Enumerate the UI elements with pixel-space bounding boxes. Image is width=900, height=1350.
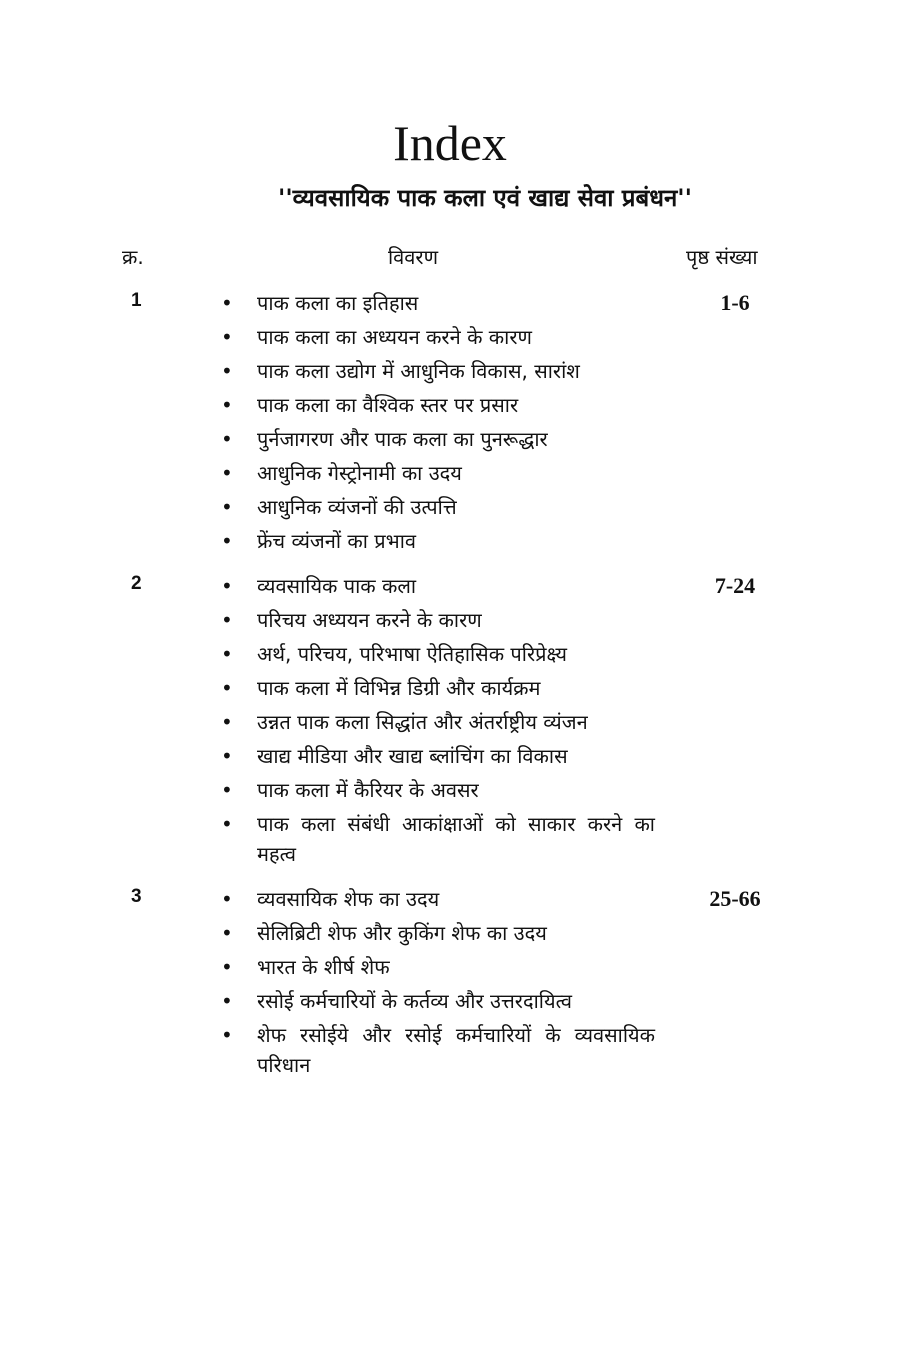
topic-text: फ्रेंच व्यंजनों का प्रभाव [257,529,417,553]
chapter-page-range: 7-24 [714,573,756,598]
bullet-icon: • [221,359,233,383]
topic-text: पाक कला का अध्ययन करने के कारण [257,325,532,349]
topic-text: खाद्य मीडिया और खाद्य ब्लांचिंग का विकास [257,744,568,768]
chapter-number: 1 [131,290,142,311]
chapter-topic-list [221,884,655,1080]
topic-item [221,356,655,386]
bullet-icon: • [221,676,233,700]
bullet-icon: • [221,495,233,519]
topic-text: परिचय अध्ययन करने के कारण [257,608,482,632]
topic-text: पाक कला संबंधी आकांक्षाओं को साकार करने का महत्व [257,812,655,866]
bullet-icon: • [221,887,233,911]
topic-item [221,605,655,635]
bullet-icon: • [221,291,233,315]
bullet-icon: • [221,393,233,417]
topic-text: आधुनिक गेस्ट्रोनामी का उदय [257,461,462,485]
topic-item [221,492,655,522]
topic-item [221,741,655,771]
topic-text: उन्नत पाक कला सिद्धांत और अंतर्राष्ट्रीय व्यंजन [257,710,588,734]
bullet-icon: • [221,710,233,734]
topic-text: व्यवसायिक पाक कला [257,574,417,598]
chapter-number: 2 [131,573,142,594]
bullet-icon: • [221,325,233,349]
chapter-page-range: 25-66 [709,886,761,911]
bullet-icon: • [221,778,233,802]
topic-text: व्यवसायिक शेफ का उदय [257,887,440,911]
chapter-number: 3 [131,886,142,907]
topic-item [221,809,655,869]
topic-item [221,390,655,420]
topic-item [221,884,655,914]
chapter-topic-list [221,571,655,869]
bullet-icon: • [221,1023,233,1047]
topic-item [221,322,655,352]
topic-text: रसोई कर्मचारियों के कर्तव्य और उत्तरदायित्व [257,989,572,1013]
topic-item [221,673,655,703]
topic-item [221,458,655,488]
topic-item [221,986,655,1016]
topic-item [221,775,655,805]
topic-text: पाक कला में कैरियर के अवसर [257,778,479,802]
topic-text: पाक कला का वैश्विक स्तर पर प्रसार [257,393,519,417]
topic-item [221,424,655,454]
bullet-icon: • [221,955,233,979]
topic-item [221,288,655,318]
topic-text: पाक कला का इतिहास [257,291,419,315]
bullet-icon: • [221,744,233,768]
chapter-topic-list [221,288,655,556]
topic-item [221,952,655,982]
topic-text: अर्थ, परिचय, परिभाषा ऐतिहासिक परिप्रेक्ष्य [257,642,568,666]
bullet-icon: • [221,921,233,945]
bullet-icon: • [221,812,233,836]
column-header-number: क्र. [122,245,144,269]
page-title: Index [393,115,507,171]
topic-item [221,639,655,669]
column-header-pages: पृष्ठ संख्या [686,245,758,269]
chapter-row [0,288,900,556]
book-subtitle: ''व्यवसायिक पाक कला एवं खाद्य सेवा प्रबंधन'' [277,184,692,212]
topic-text: शेफ रसोईये और रसोई कर्मचारियों के व्यवसायिक परिधान [257,1023,655,1077]
topic-item [221,707,655,737]
chapter-page-range: 1-6 [720,290,750,315]
table-of-contents [0,288,900,1095]
bullet-icon: • [221,989,233,1013]
topic-text: पाक कला उद्योग में आधुनिक विकास, सारांश [257,359,580,383]
topic-item [221,526,655,556]
topic-text: सेलिब्रिटी शेफ और कुकिंग शेफ का उदय [257,921,547,945]
topic-text: पाक कला में विभिन्न डिग्री और कार्यक्रम [257,676,541,700]
column-header-description: विवरण [388,245,439,269]
topic-text: पुर्नजागरण और पाक कला का पुनरूद्धार [257,427,548,451]
bullet-icon: • [221,574,233,598]
bullet-icon: • [221,427,233,451]
bullet-icon: • [221,529,233,553]
bullet-icon: • [221,461,233,485]
chapter-row [0,571,900,869]
bullet-icon: • [221,642,233,666]
topic-item [221,1020,655,1080]
topic-item [221,918,655,948]
topic-text: आधुनिक व्यंजनों की उत्पत्ति [257,495,457,519]
topic-item [221,571,655,601]
topic-text: भारत के शीर्ष शेफ [257,955,390,979]
bullet-icon: • [221,608,233,632]
chapter-row [0,884,900,1080]
